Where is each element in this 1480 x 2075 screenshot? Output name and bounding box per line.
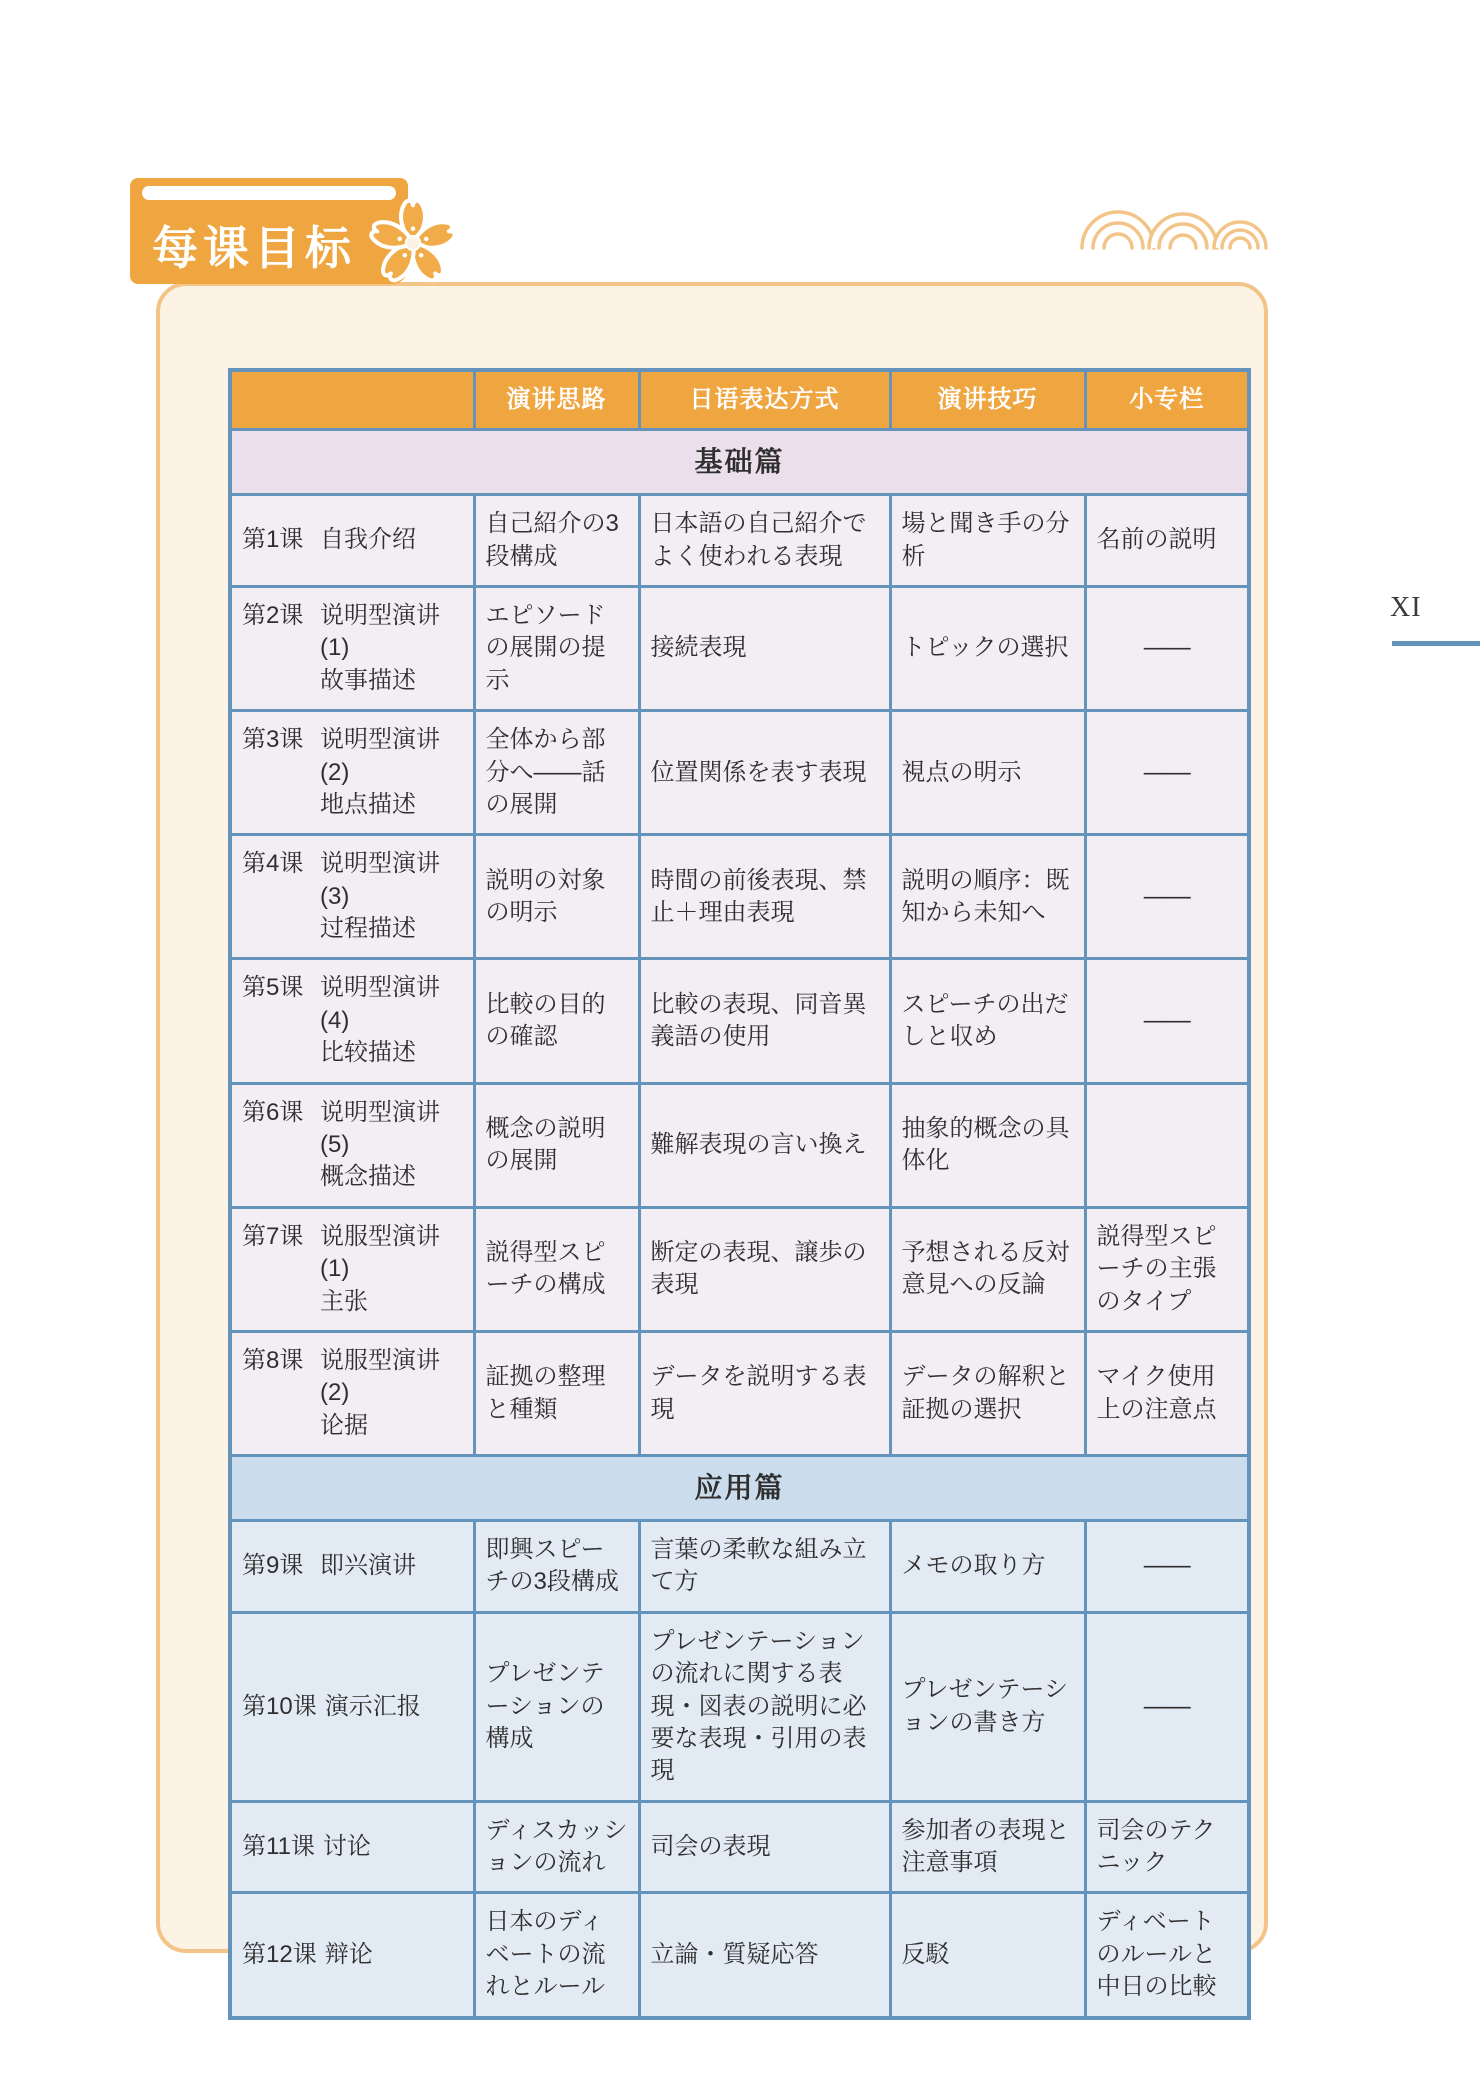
table-cell: データを説明する表現 (639, 1332, 890, 1456)
lesson-cell (230, 1801, 474, 1893)
table-cell: 全体から部分へ——話の展開 (474, 711, 639, 835)
lesson-title (320, 524, 463, 556)
table-cell: 断定の表現、譲歩の表現 (639, 1207, 890, 1331)
lesson-cell (230, 1612, 474, 1801)
lesson-cell (230, 711, 474, 835)
lesson-number: 第7课 (242, 1222, 304, 1250)
lesson-number: 第11课 (242, 1832, 315, 1860)
section-label: 基础篇 (230, 430, 1249, 495)
lesson-title-line: 自我介绍 (320, 526, 416, 554)
lesson-row (230, 1612, 1249, 1801)
column-header-speech-idea: 演讲思路 (474, 370, 639, 430)
lesson-title (320, 1221, 463, 1318)
lesson-title (320, 848, 463, 945)
lesson-title-line: 主张 (320, 1287, 368, 1315)
table-cell: プレゼンテーションの書き方 (890, 1612, 1085, 1801)
table-cell: 即興スピーチの3段構成 (474, 1520, 639, 1612)
lesson-goals-table (228, 368, 1251, 2020)
table-cell: マイク使用上の注意点 (1085, 1332, 1249, 1456)
column-header-lesson (230, 370, 474, 430)
table-cell: 比較の目的の確認 (474, 959, 639, 1083)
lesson-cell (230, 1207, 474, 1331)
page-number-rule (1392, 641, 1480, 646)
lesson-row (230, 495, 1249, 587)
lesson-row (230, 835, 1249, 959)
table-cell: 参加者の表現と注意事項 (890, 1801, 1085, 1893)
table-cell: 司会の表現 (639, 1801, 890, 1893)
lesson-number: 第3课 (242, 726, 304, 754)
lesson-title-line: 地点描述 (320, 790, 416, 818)
lesson-title-line: 说明型演讲(2) (320, 726, 440, 786)
lesson-title-line: 演示汇报 (324, 1692, 421, 1720)
table-header-row (230, 370, 1249, 430)
lesson-title (320, 1550, 463, 1582)
lesson-title (320, 1345, 463, 1442)
table-cell: プレゼンテーションの流れに関する表現・図表の説明に必要な表現・引用の表現 (639, 1612, 890, 1801)
table-cell: 説明の対象の明示 (474, 835, 639, 959)
lesson-row (230, 1801, 1249, 1893)
table-cell (1085, 1083, 1249, 1207)
table-cell: 名前の説明 (1085, 495, 1249, 587)
lesson-title-line: 说明型演讲(5) (320, 1098, 440, 1159)
column-header-mini-column: 小专栏 (1085, 370, 1249, 430)
table-body (230, 430, 1249, 2018)
table-cell: 説得型スピーチの主張のタイプ (1085, 1207, 1249, 1331)
table-cell: 説明の順序：既知から未知へ (890, 835, 1085, 959)
lesson-title-line: 说明型演讲(4) (320, 974, 440, 1034)
table-cell: —— (1085, 711, 1249, 835)
section-header-row (230, 430, 1249, 495)
lesson-row (230, 959, 1249, 1083)
lesson-number: 第12课 (242, 1940, 317, 1968)
lesson-row (230, 586, 1249, 710)
table-cell: プレゼンテーションの構成 (474, 1612, 639, 1801)
lesson-number: 第6课 (242, 1098, 304, 1126)
table-cell: 予想される反対意見への反論 (890, 1207, 1085, 1331)
table-cell: 難解表現の言い換え (639, 1083, 890, 1207)
table-cell: ディスカッションの流れ (474, 1801, 639, 1893)
table-cell: 立論・質疑応答 (639, 1893, 890, 2018)
table-cell: —— (1085, 835, 1249, 959)
page-title: 每课目标 (152, 222, 356, 274)
table-cell: 場と聞き手の分析 (890, 495, 1085, 587)
table-cell: 抽象的概念の具体化 (890, 1083, 1085, 1207)
lesson-row (230, 1893, 1249, 2018)
lesson-number: 第10课 (242, 1692, 317, 1720)
table-cell: 位置関係を表す表現 (639, 711, 890, 835)
table-cell: 比較の表現、同音異義語の使用 (639, 959, 890, 1083)
lesson-title (320, 972, 463, 1069)
section-label: 应用篇 (230, 1456, 1249, 1521)
lesson-cell (230, 1332, 474, 1456)
wave-clouds-icon (1078, 182, 1292, 252)
lesson-cell (230, 959, 474, 1083)
lesson-title-line: 说明型演讲(1) (320, 601, 440, 662)
lesson-title-line: 比较描述 (320, 1039, 416, 1067)
lesson-title-line: 故事描述 (320, 666, 416, 694)
lesson-title (325, 1939, 463, 1971)
table-cell: 概念の説明の展開 (474, 1083, 639, 1207)
page-number: XI (1390, 592, 1422, 623)
lesson-cell (230, 495, 474, 587)
lesson-title-line: 即兴演讲 (320, 1552, 416, 1580)
lesson-title-line: 过程描述 (320, 915, 416, 943)
table-cell: 視点の明示 (890, 711, 1085, 835)
table-cell: 反駁 (890, 1893, 1085, 2018)
table-cell: トピックの選択 (890, 586, 1085, 710)
table-cell: —— (1085, 959, 1249, 1083)
table-cell: 接続表現 (639, 586, 890, 710)
lesson-title-line: 论据 (320, 1411, 368, 1439)
table-cell: 言葉の柔軟な組み立て方 (639, 1520, 890, 1612)
table-cell: 証拠の整理と種類 (474, 1332, 639, 1456)
lesson-title (320, 724, 463, 821)
lesson-goals-table-wrap (228, 368, 1251, 2020)
table-cell: エピソードの展開の提示 (474, 586, 639, 710)
lesson-title (323, 1831, 463, 1863)
lesson-number: 第1课 (242, 526, 304, 554)
table-cell: 時間の前後表現、禁止＋理由表現 (639, 835, 890, 959)
lesson-title-line: 说明型演讲(3) (320, 850, 440, 910)
lesson-title (325, 1691, 463, 1723)
lesson-number: 第5课 (242, 974, 304, 1002)
title-stripe (142, 186, 396, 200)
lesson-title-line: 说服型演讲(2) (320, 1347, 440, 1407)
column-header-speech-skills: 演讲技巧 (890, 370, 1085, 430)
table-cell: メモの取り方 (890, 1520, 1085, 1612)
lesson-title-line: 说服型演讲(1) (320, 1222, 440, 1283)
table-cell: —— (1085, 1520, 1249, 1612)
table-cell: 司会のテクニック (1085, 1801, 1249, 1893)
table-cell: 自己紹介の3段構成 (474, 495, 639, 587)
table-cell: ディベートのルールと中日の比較 (1085, 1893, 1249, 2018)
table-cell: スピーチの出だしと収め (890, 959, 1085, 1083)
lesson-number: 第4课 (242, 850, 304, 878)
lesson-row (230, 1083, 1249, 1207)
column-header-japanese-expressions: 日语表达方式 (639, 370, 890, 430)
lesson-title (320, 600, 463, 697)
sakura-flower-icon (362, 192, 464, 294)
table-cell: —— (1085, 586, 1249, 710)
table-cell: —— (1085, 1612, 1249, 1801)
table-cell: 日本のディベートの流れとルール (474, 1893, 639, 2018)
table-cell: データの解釈と証拠の選択 (890, 1332, 1085, 1456)
lesson-number: 第2课 (242, 601, 304, 629)
table-cell: 日本語の自己紹介でよく使われる表現 (639, 495, 890, 587)
table-cell: 説得型スピーチの構成 (474, 1207, 639, 1331)
lesson-cell (230, 586, 474, 710)
lesson-cell (230, 835, 474, 959)
lesson-title (320, 1097, 463, 1194)
lesson-cell (230, 1520, 474, 1612)
section-header-row (230, 1456, 1249, 1521)
lesson-row (230, 1520, 1249, 1612)
lesson-row (230, 1332, 1249, 1456)
lesson-cell (230, 1083, 474, 1207)
lesson-row (230, 711, 1249, 835)
lesson-row (230, 1207, 1249, 1331)
lesson-cell (230, 1893, 474, 2018)
lesson-title-line: 讨论 (322, 1832, 371, 1860)
lesson-number: 第9课 (242, 1552, 304, 1580)
lesson-title-line: 概念描述 (320, 1163, 416, 1191)
lesson-title-line: 辩论 (324, 1940, 373, 1968)
lesson-number: 第8课 (242, 1347, 304, 1374)
